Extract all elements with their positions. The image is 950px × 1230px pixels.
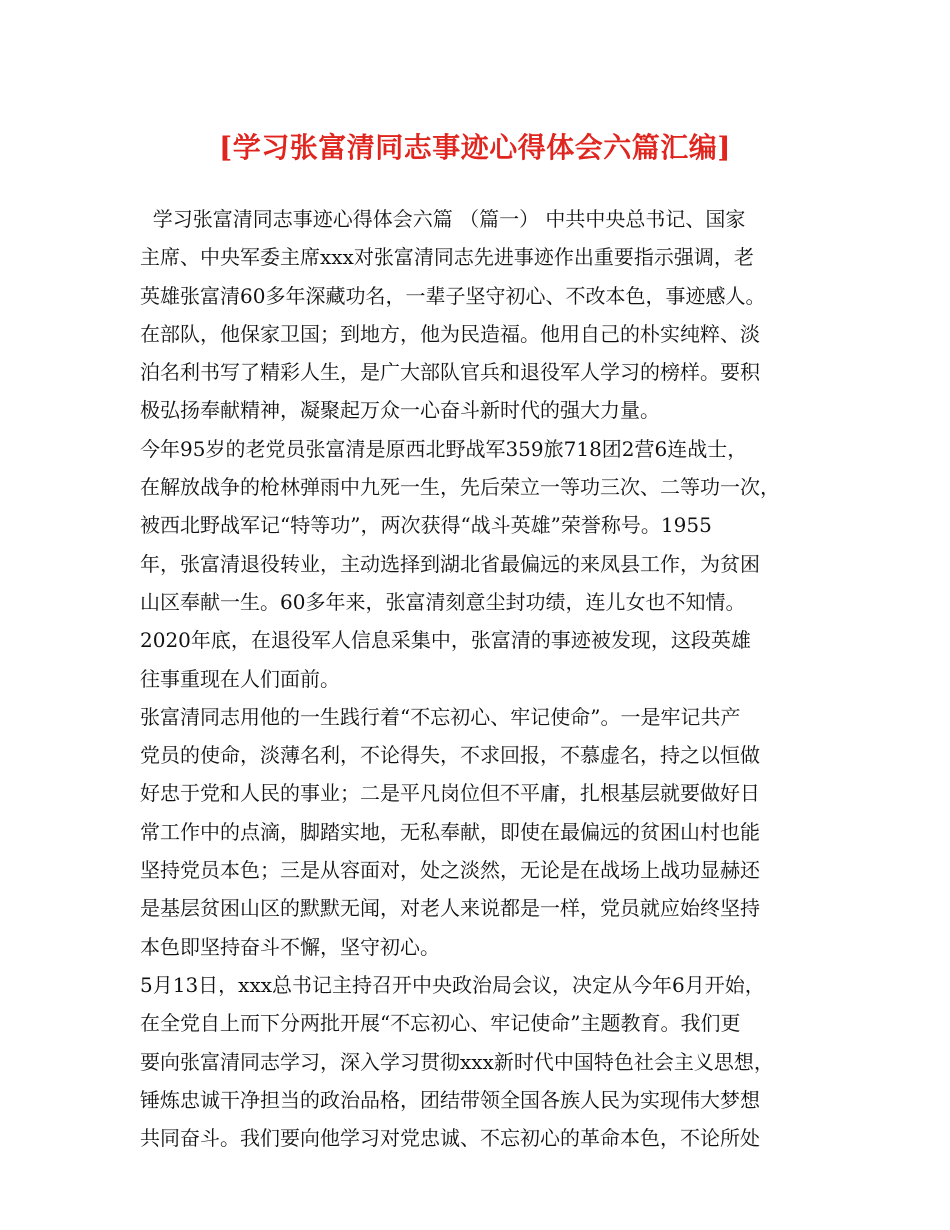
body-text-line: 山区奉献一生。60多年来，张富清刻意尘封功绩，连儿女也不知情。 xyxy=(140,589,746,614)
body-text-line: 要向张富清同志学习，深入学习贯彻xxx新时代中国特色社会主义思想， xyxy=(140,1049,774,1074)
body-text-line: 今年95岁的老党员张富清是原西北野战军359旅718团2营6连战士， xyxy=(140,436,748,461)
body-text-line: 张富清同志用他的一生践行着“不忘初心、牢记使命”。一是牢记共产 xyxy=(140,704,741,729)
body-text-line: 极弘扬奉献精神，凝聚起万众一心奋斗新时代的强大力量。 xyxy=(140,398,660,423)
body-text-line: 主席、中央军委主席xxx对张富清同志先进事迹作出重要指示强调，老 xyxy=(140,245,754,270)
body-text-line: 党员的使命，淡薄名利，不论得失，不求回报，不慕虚名，持之以恒做 xyxy=(140,743,760,768)
body-text-line: 在部队，他保家卫国；到地方，他为民造福。他用自己的朴实纯粹、淡 xyxy=(140,321,760,346)
body-text-line: 锤炼忠诚干净担当的政治品格，团结带领全国各族人民为实现伟大梦想 xyxy=(140,1087,760,1112)
body-text-line: 学习张富清同志事迹心得体会六篇 （篇一） 中共中央总书记、国家 xyxy=(140,207,746,231)
body-text-line: 5月13日，xxx总书记主持召开中央政治局会议，决定从今年6月开始， xyxy=(140,972,765,997)
body-text-line: 在全党自上而下分两批开展“不忘初心、牢记使命”主题教育。我们更 xyxy=(140,1011,741,1036)
body-text-line: 往事重现在人们面前。 xyxy=(140,666,340,691)
body-text-line: 共同奋斗。我们要向他学习对党忠诚、不忘初心的革命本色，不论所处 xyxy=(140,1126,760,1151)
body-text-line: 泊名利书写了精彩人生，是广大部队官兵和退役军人学习的榜样。要积 xyxy=(140,360,760,385)
body-text-line: 在解放战争的枪林弹雨中九死一生，先后荣立一等功三次、二等功一次， xyxy=(140,475,780,500)
body-text-line: 是基层贫困山区的默默无闻，对老人来说都是一样，党员就应始终坚持 xyxy=(140,896,760,921)
document-body xyxy=(140,200,820,1157)
body-text-line: 英雄张富清60多年深藏功名，一辈子坚守初心、不改本色，事迹感人。 xyxy=(140,283,766,308)
document-title: [学习张富清同志事迹心得体会六篇汇编] xyxy=(219,131,731,164)
body-text-line: 2020年底，在退役军人信息采集中，张富清的事迹被发现，这段英雄 xyxy=(140,628,751,653)
body-text-line: 常工作中的点滴，脚踏实地，无私奉献，即使在最偏远的贫困山村也能 xyxy=(140,819,760,844)
body-text-line: 坚持党员本色；三是从容面对，处之淡然，无论是在战场上战功显赫还 xyxy=(140,858,760,883)
body-text-line: 被西北野战军记“特等功”，两次获得“战斗英雄”荣誉称号。1955 xyxy=(140,513,712,538)
body-text-line: 本色即坚持奋斗不懈，坚守初心。 xyxy=(140,934,440,959)
body-text-line: 年，张富清退役转业，主动选择到湖北省最偏远的来凤县工作，为贫困 xyxy=(140,551,760,576)
body-text-line: 好忠于党和人民的事业；二是平凡岗位但不平庸，扎根基层就要做好日 xyxy=(140,781,760,806)
